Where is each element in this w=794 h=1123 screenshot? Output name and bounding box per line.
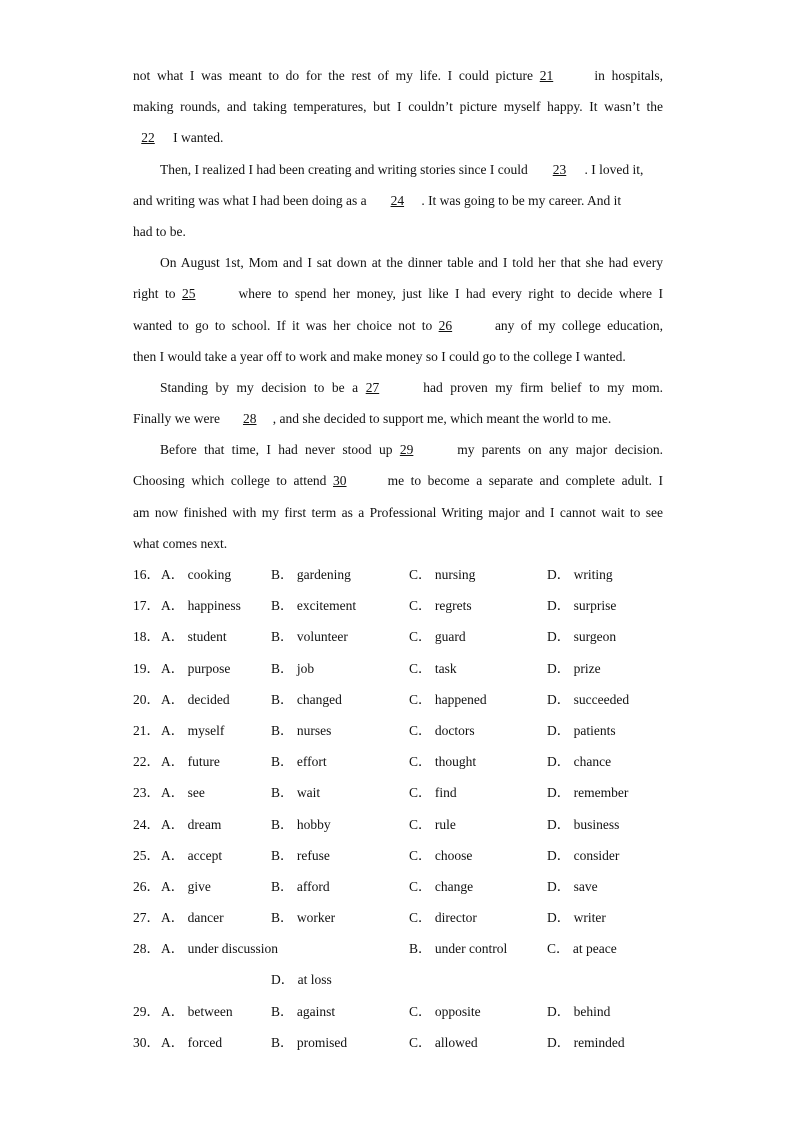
answer-blank: 25	[181, 286, 196, 302]
passage-text: any of my college education,	[494, 317, 664, 333]
passage-line	[133, 497, 663, 528]
passage-line	[133, 278, 663, 309]
question-number: 16．	[133, 567, 160, 582]
option-d[interactable]: D． surgeon	[547, 629, 617, 645]
answer-blank: 22	[141, 130, 155, 146]
passage-line	[133, 434, 663, 465]
question-row	[133, 653, 663, 684]
passage-text: Then, I realized I had been creating and writing stories since I could	[160, 161, 528, 177]
question-number: 28．	[133, 941, 160, 957]
option-a[interactable]: A． dream	[161, 816, 222, 832]
option-d[interactable]: D． patients	[547, 722, 616, 738]
option-c[interactable]: C． choose	[409, 847, 473, 863]
question-number: 22．	[133, 754, 160, 770]
option-c[interactable]: C． find	[409, 785, 457, 801]
question-number: 20．	[133, 691, 160, 707]
option-c[interactable]: C． rule	[409, 816, 456, 832]
option-d[interactable]: D． reminded	[547, 1034, 625, 1050]
passage-line	[133, 247, 663, 278]
option-c[interactable]: C． task	[409, 660, 457, 676]
question-row	[133, 996, 663, 1027]
question-row	[133, 809, 663, 840]
passage-text: where to spend her money, just like I had every right to decide where I	[238, 286, 664, 302]
passage-line	[133, 372, 663, 403]
question-number: 25．	[133, 847, 160, 863]
option-b[interactable]: B． against	[271, 1003, 336, 1019]
passage-text: right to	[133, 286, 176, 302]
question-row	[133, 933, 663, 964]
passage-text: in hospitals,	[594, 68, 663, 83]
option-b[interactable]: B． gardening	[271, 567, 351, 582]
passage-text: , and she decided to support me, which meant the world to me.	[272, 411, 612, 427]
document-page	[133, 60, 663, 1058]
option-c[interactable]: C． at peace	[547, 941, 617, 957]
option-d[interactable]: D． chance	[547, 754, 612, 770]
option-b[interactable]: B． worker	[271, 910, 336, 926]
option-c[interactable]: C． regrets	[409, 598, 472, 614]
option-d[interactable]: D． save	[547, 878, 598, 894]
question-row	[133, 715, 663, 746]
option-d[interactable]: D． writer	[547, 910, 606, 926]
passage-text: had to be.	[133, 223, 186, 239]
passage-text: On August 1st, Mom and I sat down at the dinner table and I told her that she had every	[160, 255, 663, 271]
passage-text: what comes next.	[133, 535, 228, 551]
passage-line	[133, 185, 663, 216]
option-b[interactable]: B． hobby	[271, 816, 331, 832]
passage-text: . I loved it,	[584, 161, 644, 177]
question-number: 26．	[133, 878, 160, 894]
option-b[interactable]: B． afford	[271, 878, 330, 894]
option-d[interactable]: D． succeeded	[547, 691, 630, 707]
passage-text: . It was going to be my career. And it	[421, 192, 622, 208]
question-row	[133, 902, 663, 933]
question-number: 19．	[133, 660, 160, 676]
answer-blank: 23	[552, 161, 567, 177]
answer-blank: 28	[242, 411, 257, 427]
option-b[interactable]: B． effort	[271, 754, 327, 770]
option-b[interactable]: B． changed	[271, 691, 342, 707]
question-row	[133, 746, 663, 777]
option-c[interactable]: C． change	[409, 878, 474, 894]
answer-blank: 27	[365, 379, 380, 395]
passage-text: me to become a separate and complete adult. I	[387, 473, 664, 489]
passage-text: Finally we were	[133, 411, 220, 427]
passage-text: Standing by my decision to be a	[160, 379, 359, 395]
option-b[interactable]: B． excitement	[271, 598, 357, 614]
question-row	[133, 621, 663, 652]
option-c[interactable]: C． doctors	[409, 722, 475, 738]
option-b[interactable]: B． job	[271, 660, 315, 676]
question-number: 17．	[133, 598, 160, 614]
question-number: 21．	[133, 722, 160, 738]
answer-blank: 21	[539, 68, 554, 83]
option-c[interactable]: C． director	[409, 910, 477, 926]
passage-text: and writing was what I had been doing as a	[133, 192, 367, 208]
option-a[interactable]: A． give	[161, 878, 211, 894]
option-b[interactable]: B． volunteer	[271, 629, 348, 645]
question-number: 18．	[133, 629, 160, 645]
option-a[interactable]: A． forced	[161, 1034, 223, 1050]
option-b[interactable]: B． refuse	[271, 847, 330, 863]
option-d[interactable]: D． prize	[547, 660, 601, 676]
question-number: 27．	[133, 910, 160, 926]
passage-line	[133, 465, 663, 496]
option-d[interactable]: D． consider	[547, 847, 620, 863]
passage-line	[133, 341, 663, 372]
question-number: 30．	[133, 1034, 160, 1050]
option-b[interactable]: B． under control	[409, 941, 508, 957]
option-a[interactable]: A． student	[161, 629, 227, 645]
option-b[interactable]: B． wait	[271, 785, 321, 801]
passage-text: then I would take a year off to work and make money so I could go to the college I wanted.	[133, 348, 626, 364]
answer-blank: 30	[333, 473, 347, 489]
option-d[interactable]: D． writing	[547, 567, 613, 582]
answer-blank: 29	[399, 442, 414, 458]
passage-line	[133, 216, 663, 247]
option-a[interactable]: A． purpose	[161, 660, 231, 676]
option-a[interactable]: A． decided	[161, 691, 230, 707]
passage-text: am now finished with my first term as a Professional Writing major and I cannot wait to see	[133, 504, 663, 520]
option-c[interactable]: C． opposite	[409, 1003, 481, 1019]
passage-line	[133, 154, 663, 185]
option-a[interactable]: A． future	[161, 754, 220, 770]
option-a[interactable]: A． between	[161, 1003, 233, 1019]
option-a[interactable]: A． accept	[161, 847, 223, 863]
passage-text: not what I was meant to do for the rest of my life. I could picture	[133, 68, 534, 83]
question-row	[133, 559, 663, 590]
option-d[interactable]: D． business	[547, 816, 620, 832]
option-c[interactable]: C． happened	[409, 691, 487, 707]
option-a[interactable]: A． dancer	[161, 910, 224, 926]
option-c[interactable]: C． thought	[409, 754, 477, 770]
question-row-continued	[133, 964, 663, 995]
passage-text: Before that time, I had never stood up	[160, 442, 393, 458]
option-c[interactable]: C． nursing	[409, 567, 476, 582]
passage-line	[133, 60, 663, 91]
option-b[interactable]: B． nurses	[271, 722, 332, 738]
question-number: 23．	[133, 785, 160, 801]
passage-text: making rounds, and taking temperatures, but I couldn’t picture myself happy. It wasn’t the	[133, 99, 663, 115]
option-a[interactable]: A． myself	[161, 722, 225, 738]
option-a[interactable]: A． happiness	[161, 598, 241, 614]
answer-blank: 24	[390, 192, 405, 208]
question-row	[133, 590, 663, 621]
option-a[interactable]: A． under discussion	[161, 941, 278, 957]
passage-line	[133, 403, 663, 434]
option-a[interactable]: A． cooking	[161, 567, 232, 582]
option-b[interactable]: B． promised	[271, 1034, 348, 1050]
passage-text: wanted to go to school. If it was her choice not to	[133, 317, 433, 333]
option-d[interactable]: D． surprise	[547, 598, 617, 614]
question-row	[133, 871, 663, 902]
question-number: 29．	[133, 1003, 160, 1019]
question-row	[133, 684, 663, 715]
passage-text: had proven my firm belief to my mom.	[423, 379, 663, 395]
passage-text: I wanted.	[173, 130, 224, 146]
passage-text: Choosing which college to attend	[133, 473, 327, 489]
question-row	[133, 777, 663, 808]
passage-line	[133, 528, 663, 559]
passage-line	[133, 122, 663, 153]
passage-line	[133, 310, 663, 341]
option-d[interactable]: D． at loss	[271, 972, 332, 988]
option-a[interactable]: A． see	[161, 785, 205, 801]
passage-text: my parents on any major decision.	[457, 442, 664, 458]
passage-line	[133, 91, 663, 122]
option-d[interactable]: D． remember	[547, 785, 629, 801]
option-c[interactable]: C． allowed	[409, 1034, 478, 1050]
option-d[interactable]: D． behind	[547, 1003, 611, 1019]
question-number: 24．	[133, 816, 160, 832]
question-row	[133, 1027, 663, 1058]
answer-blank: 26	[438, 317, 453, 333]
question-row	[133, 840, 663, 871]
option-c[interactable]: C． guard	[409, 629, 466, 645]
